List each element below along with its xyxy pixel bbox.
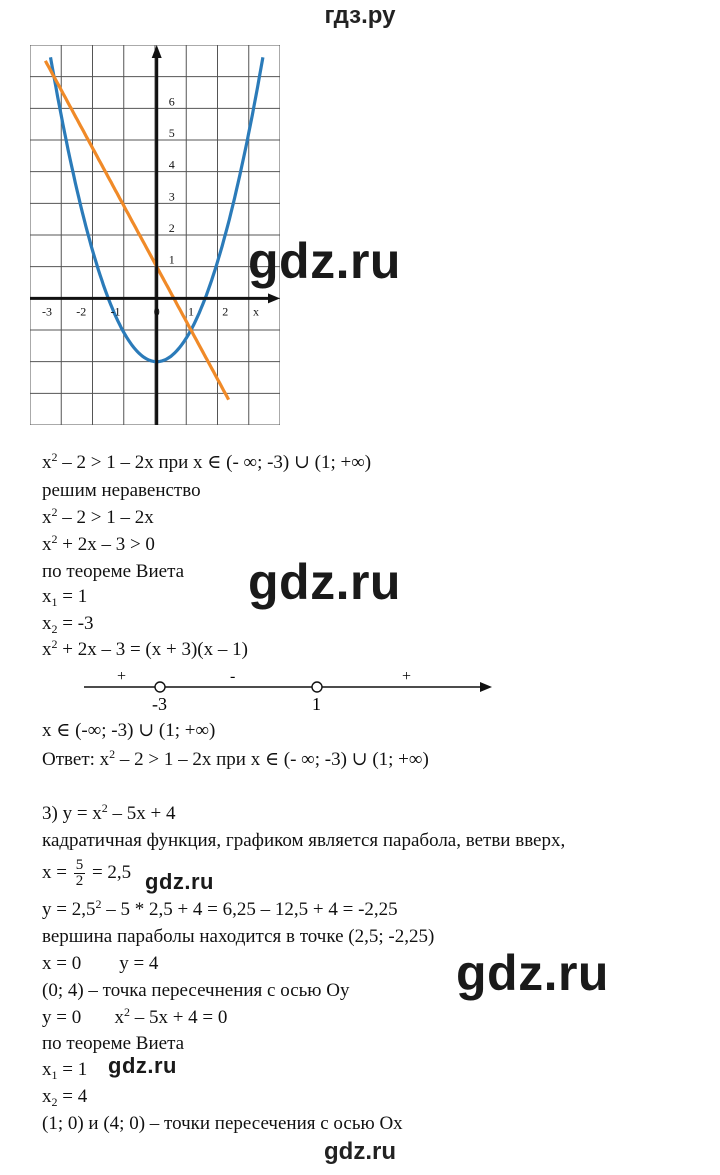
x-tick-label: 1 <box>187 304 194 319</box>
watermark: gdz.ru <box>248 554 401 610</box>
y-axis-arrow-icon <box>152 45 162 58</box>
y-tick-label: 2 <box>168 221 175 235</box>
solution-line: $x^2 - 2 > 1 - 2x$ при x ∈ (- ∞; -3) ∪ (1; +∞) <box>42 450 372 473</box>
solution-line: $x^2 + 2x - 3 = (x + 3)(x - 1)$ <box>42 637 248 660</box>
sign-middle: - <box>230 670 236 685</box>
x-tick-label: 2 <box>222 304 229 319</box>
site-footer: gdz.ru <box>324 1138 396 1165</box>
solution-line: $x_1 = 1$ <box>42 1059 88 1082</box>
point-label: 1 <box>312 694 321 714</box>
watermark-small: gdz.ru <box>108 1053 177 1078</box>
point-label: -3 <box>152 694 167 714</box>
open-point-icon <box>155 682 165 692</box>
site-header: гдз.ру <box>324 2 396 29</box>
open-point-icon <box>312 682 322 692</box>
fraction: $\frac{5}{2}$ <box>75 857 84 889</box>
solution-line: $x_1 = 1$ <box>42 586 88 609</box>
solution-line: y = 0 $x^2 - 5x + 4 = 0$ <box>42 1005 228 1028</box>
solution-line: x ∈ (-∞; -3) ∪ (1; +∞) <box>42 720 216 741</box>
x-tick-label: -1 <box>110 304 121 319</box>
x-tick-label: 0 <box>153 304 160 319</box>
y-tick-label: 5 <box>168 126 175 140</box>
function-graph <box>30 45 280 425</box>
y-tick-label: 4 <box>168 157 175 172</box>
solution-line: x = 0 y = 4 <box>42 953 159 974</box>
solution-line: (0; 4) – точка пересечнения с осью Oy <box>42 980 350 1001</box>
solution-line: $x^2 + 2x - 3 > 0$ <box>42 532 155 555</box>
watermark: gdz.ru <box>248 233 401 289</box>
y-tick-label: 1 <box>168 252 175 267</box>
watermark: gdz.ru <box>456 945 609 1001</box>
y-tick-label: 3 <box>168 189 175 204</box>
solution-line: Ответ: $x^2 - 2 > 1 - 2x$ при x ∈ (- ∞; -3) ∪ (1; +∞) <box>42 747 429 770</box>
solution-line: x = $\frac{5}{2}$ = 2,5 <box>42 857 132 889</box>
solution-line: по теореме Виета <box>42 1033 185 1054</box>
solution-line: $x_2 = -3$ <box>42 613 94 636</box>
solution-line: $y = 2,5^2 - 5 * 2,5 + 4 = 6,25 - 12,5 + 4 = -2,25$ <box>42 897 398 920</box>
sign-right: + <box>402 670 412 685</box>
solution-line: $x^2 - 2 > 1 - 2x$ <box>42 505 154 528</box>
solution-line: по теореме Виета <box>42 561 185 582</box>
sign-left: + <box>117 670 127 685</box>
y-tick-label: 6 <box>168 94 175 109</box>
x-axis-label: x <box>253 304 259 319</box>
x-tick-label: -3 <box>41 304 52 319</box>
solution-line: вершина параболы находится в точке (2,5; -2,25) <box>42 926 435 947</box>
arrow-icon <box>480 682 492 692</box>
solution-line: (1; 0) и (4; 0) – точки пересечения с осью Ox <box>42 1113 403 1134</box>
watermark-small: gdz.ru <box>145 869 214 894</box>
solution-line: решим неравенство <box>42 480 201 501</box>
solution-line: кадратичная функция, графиком является парабола, ветви вверх, <box>42 830 566 851</box>
solution-line: 3) $y = x^2 - 5x + 4$ <box>42 801 176 824</box>
x-tick-label: -2 <box>76 304 87 319</box>
number-line <box>80 670 500 715</box>
x-axis-arrow-icon <box>268 293 280 303</box>
solution-line: $x_2 = 4$ <box>42 1086 88 1109</box>
